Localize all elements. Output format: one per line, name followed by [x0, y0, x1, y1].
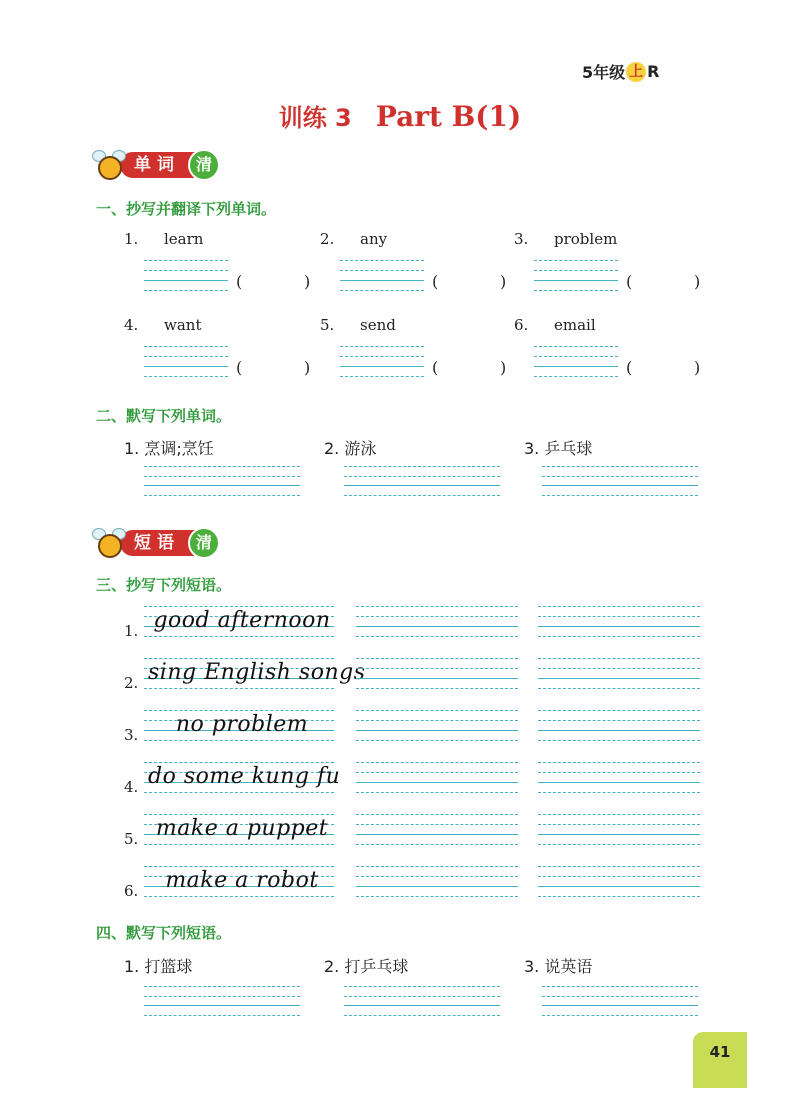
guide-line — [542, 495, 698, 496]
q4-item-3: 3. 说英语 — [524, 957, 593, 976]
phrase-model-text: make a robot — [165, 868, 319, 893]
q4-answer-lines[interactable] — [542, 986, 698, 1017]
grade-volume: 上 — [626, 62, 646, 82]
guide-line — [356, 710, 518, 711]
baseline — [534, 366, 618, 367]
phrase-copy-lines[interactable] — [538, 606, 700, 638]
guide-line — [538, 762, 700, 763]
phrase-model-text: make a puppet — [155, 816, 329, 841]
baseline — [344, 1005, 500, 1006]
baseline — [538, 730, 700, 731]
q2-answer-lines[interactable] — [344, 466, 500, 497]
phrase-model-text: no problem — [175, 712, 309, 737]
guide-line — [534, 290, 618, 291]
paren-close: ) — [304, 272, 311, 291]
guide-line — [144, 376, 228, 377]
guide-line — [340, 270, 424, 271]
q1-word-item — [124, 316, 201, 334]
baseline — [344, 485, 500, 486]
guide-line — [538, 876, 700, 877]
q1-word-item — [320, 230, 387, 248]
guide-line — [538, 740, 700, 741]
guide-line — [340, 376, 424, 377]
guide-line — [340, 346, 424, 347]
words-section-badge — [92, 148, 220, 182]
guide-line — [356, 814, 518, 815]
guide-line — [542, 996, 698, 997]
guide-line — [356, 720, 518, 721]
guide-line — [356, 866, 518, 867]
guide-line — [356, 876, 518, 877]
phrase-number: 5. — [124, 830, 139, 848]
guide-line — [144, 896, 334, 897]
guide-line — [340, 260, 424, 261]
baseline — [538, 834, 700, 835]
paren-close: ) — [694, 272, 701, 291]
q4-heading: 四、默写下列短语。 — [96, 924, 232, 942]
phrase-copy-lines[interactable] — [538, 710, 700, 742]
guide-line — [144, 658, 334, 659]
guide-line — [144, 466, 300, 467]
baseline — [538, 886, 700, 887]
guide-line — [144, 260, 228, 261]
baseline — [144, 366, 228, 367]
baseline — [144, 1005, 300, 1006]
guide-line — [538, 896, 700, 897]
guide-line — [356, 762, 518, 763]
baseline — [340, 280, 424, 281]
guide-line — [538, 792, 700, 793]
q2-heading: 二、默写下列单词。 — [96, 407, 232, 425]
phrase-copy-lines[interactable] — [356, 606, 518, 638]
baseline — [144, 280, 228, 281]
guide-line — [344, 466, 500, 467]
paren-close: ) — [694, 358, 701, 377]
guide-line — [538, 636, 700, 637]
item-number: 1. — [124, 230, 139, 248]
q1-word-item — [514, 316, 596, 334]
baseline — [144, 485, 300, 486]
guide-line — [356, 636, 518, 637]
q2-answer-lines[interactable] — [542, 466, 698, 497]
guide-line — [538, 844, 700, 845]
guide-line — [356, 824, 518, 825]
baseline — [356, 782, 518, 783]
guide-line — [144, 814, 334, 815]
guide-line — [538, 814, 700, 815]
word-text: email — [554, 316, 596, 334]
word-text: want — [164, 316, 202, 334]
word-text: problem — [554, 230, 618, 248]
guide-line — [144, 606, 334, 607]
q1-copy-lines[interactable] — [144, 346, 228, 378]
guide-line — [356, 844, 518, 845]
baseline — [538, 626, 700, 627]
phrase-copy-lines[interactable] — [356, 814, 518, 846]
baseline — [542, 1005, 698, 1006]
bee-icon — [92, 148, 126, 182]
phrase-model-text: sing English songs — [148, 660, 366, 685]
item-number: 6. — [514, 316, 529, 334]
q2-item-3: 3. 乒乓球 — [524, 439, 593, 458]
q1-heading: 一、抄写并翻译下列单词。 — [96, 200, 277, 218]
guide-line — [542, 1015, 698, 1016]
badge-circle-icon: 清 — [188, 527, 220, 559]
guide-line — [538, 720, 700, 721]
translation-blank[interactable] — [636, 270, 692, 292]
q3-heading: 三、抄写下列短语。 — [96, 576, 232, 594]
title-cn: 训练 3 — [278, 104, 352, 132]
q1-word-item — [124, 230, 203, 248]
guide-line — [534, 356, 618, 357]
guide-line — [144, 792, 334, 793]
phrases-badge-label: 短语 — [120, 530, 206, 556]
guide-line — [144, 688, 334, 689]
phrase-number: 3. — [124, 726, 139, 744]
guide-line — [538, 710, 700, 711]
baseline — [534, 280, 618, 281]
grade-prefix: 5年级 — [582, 63, 626, 82]
item-number: 4. — [124, 316, 139, 334]
q4-item-2: 2. 打乒乓球 — [324, 957, 409, 976]
item-number: 3. — [514, 230, 529, 248]
guide-line — [344, 495, 500, 496]
guide-line — [356, 658, 518, 659]
guide-line — [356, 740, 518, 741]
title-en: Part B(1) — [375, 100, 522, 133]
phrase-copy-lines[interactable] — [538, 814, 700, 846]
guide-line — [534, 270, 618, 271]
baseline — [542, 485, 698, 486]
word-text: send — [360, 316, 396, 334]
guide-line — [356, 792, 518, 793]
badge-circle-icon: 清 — [188, 149, 220, 181]
phrase-copy-lines[interactable] — [356, 658, 518, 690]
paren-close: ) — [304, 358, 311, 377]
paren-close: ) — [500, 358, 507, 377]
q4-item-1: 1. 打篮球 — [124, 957, 193, 976]
q2-item-2: 2. 游泳 — [324, 439, 377, 458]
phrases-section-badge — [92, 526, 220, 560]
translation-blank[interactable] — [246, 270, 302, 292]
guide-line — [144, 290, 228, 291]
guide-line — [144, 476, 300, 477]
phrase-copy-lines[interactable] — [538, 762, 700, 794]
guide-line — [144, 986, 300, 987]
grade-label — [582, 60, 659, 83]
guide-line — [542, 466, 698, 467]
guide-line — [356, 616, 518, 617]
translation-blank[interactable] — [636, 356, 692, 378]
guide-line — [538, 668, 700, 669]
baseline — [538, 782, 700, 783]
guide-line — [144, 762, 334, 763]
baseline — [356, 834, 518, 835]
grade-suffix: R — [647, 62, 660, 81]
paren-open: ( — [626, 272, 633, 291]
guide-line — [356, 688, 518, 689]
item-number: 2. — [320, 230, 335, 248]
guide-line — [344, 476, 500, 477]
phrase-model-text: do some kung fu — [148, 764, 341, 789]
paren-open: ( — [432, 272, 439, 291]
guide-line — [538, 688, 700, 689]
guide-line — [538, 658, 700, 659]
q1-word-item — [514, 230, 617, 248]
phrase-number: 1. — [124, 622, 139, 640]
phrase-copy-lines[interactable] — [538, 866, 700, 898]
paren-open: ( — [236, 272, 243, 291]
baseline — [356, 886, 518, 887]
phrase-copy-lines[interactable] — [356, 866, 518, 898]
guide-line — [344, 986, 500, 987]
guide-line — [344, 996, 500, 997]
q1-copy-lines[interactable] — [340, 346, 424, 378]
bee-icon — [92, 526, 126, 560]
guide-line — [542, 476, 698, 477]
item-number: 5. — [320, 316, 335, 334]
guide-line — [356, 896, 518, 897]
word-text: learn — [164, 230, 204, 248]
guide-line — [144, 270, 228, 271]
paren-open: ( — [236, 358, 243, 377]
guide-line — [144, 996, 300, 997]
guide-line — [534, 376, 618, 377]
guide-line — [356, 668, 518, 669]
translation-blank[interactable] — [246, 356, 302, 378]
q1-copy-lines[interactable] — [340, 260, 424, 292]
guide-line — [144, 356, 228, 357]
phrase-copy-lines[interactable] — [538, 658, 700, 690]
baseline — [356, 678, 518, 679]
guide-line — [144, 844, 334, 845]
guide-line — [538, 772, 700, 773]
phrase-model-text: good afternoon — [153, 608, 331, 633]
q1-copy-lines[interactable] — [534, 346, 618, 378]
translation-blank[interactable] — [442, 356, 498, 378]
words-badge-label: 单词 — [120, 152, 206, 178]
guide-line — [340, 356, 424, 357]
guide-line — [344, 1015, 500, 1016]
q2-item-1: 1. 烹调;烹饪 — [124, 439, 214, 458]
q4-answer-lines[interactable] — [144, 986, 300, 1017]
page-title — [0, 98, 800, 133]
phrase-number: 4. — [124, 778, 139, 796]
phrase-copy-lines[interactable] — [356, 762, 518, 794]
guide-line — [356, 606, 518, 607]
page-number: 41 — [693, 1032, 747, 1088]
guide-line — [144, 740, 334, 741]
guide-line — [534, 346, 618, 347]
paren-close: ) — [500, 272, 507, 291]
q1-copy-lines[interactable] — [144, 260, 228, 292]
q4-answer-lines[interactable] — [344, 986, 500, 1017]
guide-line — [356, 772, 518, 773]
guide-line — [144, 495, 300, 496]
guide-line — [340, 290, 424, 291]
guide-line — [144, 636, 334, 637]
translation-blank[interactable] — [442, 270, 498, 292]
baseline — [356, 626, 518, 627]
guide-line — [542, 986, 698, 987]
q1-word-item — [320, 316, 396, 334]
phrase-number: 2. — [124, 674, 139, 692]
baseline — [538, 678, 700, 679]
guide-line — [538, 606, 700, 607]
word-text: any — [360, 230, 388, 248]
paren-open: ( — [432, 358, 439, 377]
guide-line — [538, 616, 700, 617]
baseline — [356, 730, 518, 731]
phrase-copy-lines[interactable] — [356, 710, 518, 742]
q1-copy-lines[interactable] — [534, 260, 618, 292]
guide-line — [538, 866, 700, 867]
baseline — [340, 366, 424, 367]
paren-open: ( — [626, 358, 633, 377]
phrase-number: 6. — [124, 882, 139, 900]
guide-line — [144, 1015, 300, 1016]
guide-line — [538, 824, 700, 825]
guide-line — [144, 346, 228, 347]
guide-line — [144, 710, 334, 711]
q2-answer-lines[interactable] — [144, 466, 300, 497]
guide-line — [144, 866, 334, 867]
guide-line — [534, 260, 618, 261]
